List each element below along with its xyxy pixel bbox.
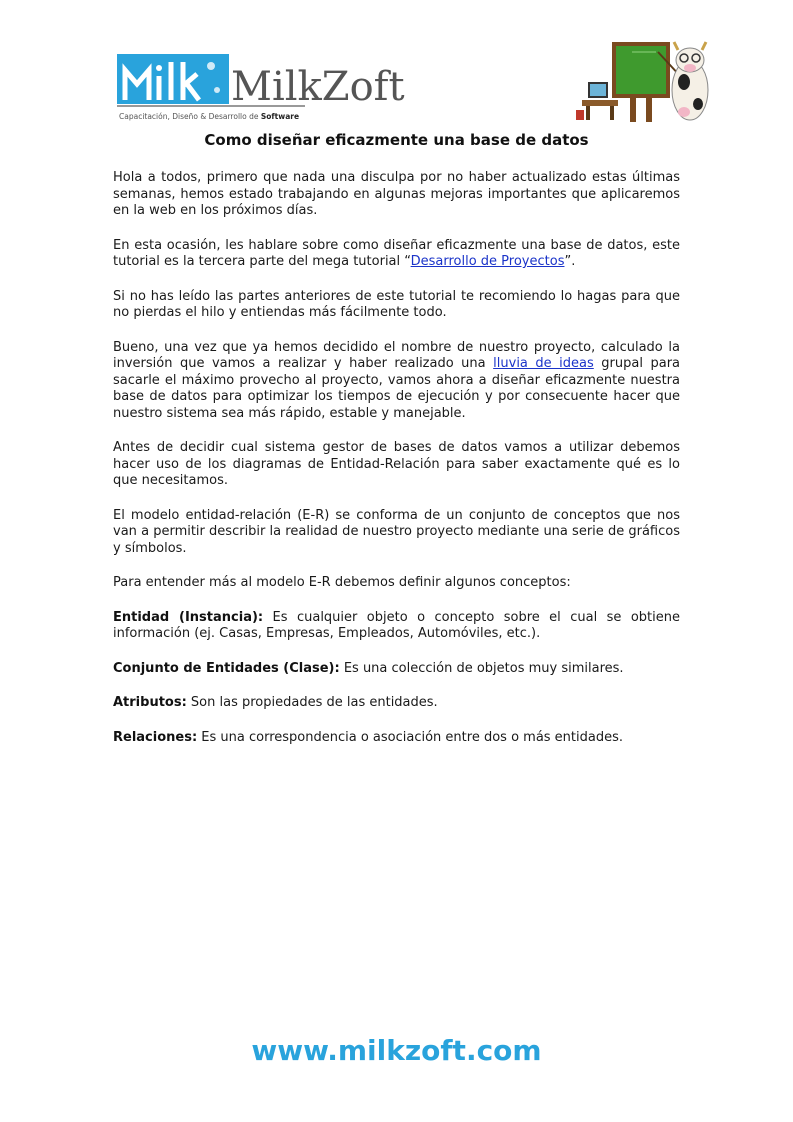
desarrollo-proyectos-link[interactable]: Desarrollo de Proyectos xyxy=(410,254,565,269)
page-title: Como diseñar eficazmente una base de datos xyxy=(204,131,589,149)
logo-tagline: Capacitación, Diseño & Desarrollo de Software xyxy=(119,112,300,121)
cow-teacher-illustration xyxy=(572,12,712,130)
definition-entidad: Entidad (Instancia): Es cualquier objeto o concepto sobre el cual se obtiene información (ej. Casas, Empresas, Empleados, Automóviles, etc.). xyxy=(113,609,680,641)
logo-wordmark: MilkZoft xyxy=(231,64,405,110)
lluvia-ideas-link[interactable]: lluvia de ideas xyxy=(493,356,594,371)
milkzoft-logo[interactable] xyxy=(115,50,405,122)
paragraph-2: En esta ocasión, les hablare sobre como diseñar eficazmente una base de datos, este tutorial es la tercera parte del mega tutorial “Desarrollo de Proyectos”. xyxy=(113,237,680,269)
paragraph-1: Hola a todos, primero que nada una disculpa por no haber actualizado estas últimas semanas, hemos estado trabajando en algunas mejoras importantes que aplicaremos en la web en los próximos días. xyxy=(113,170,680,218)
footer-url[interactable]: www.milkzoft.com xyxy=(251,1034,542,1067)
definition-relaciones: Relaciones: Es una correspondencia o asociación entre dos o más entidades. xyxy=(113,729,624,745)
paragraph-7: Para entender más al modelo E-R debemos definir algunos conceptos: xyxy=(113,575,571,590)
paragraph-6: El modelo entidad-relación (E-R) se conforma de un conjunto de conceptos que nos van a permitir describir la realidad de nuestro proyecto mediante una serie de gráficos y símbolos. xyxy=(113,507,680,556)
paragraph-5: Antes de decidir cual sistema gestor de bases de datos vamos a utilizar debemos hacer uso de los diagramas de Entidad-Relación para saber exactamente qué es lo que necesitamos. xyxy=(113,440,680,488)
paragraph-3: Si no has leído las partes anteriores de este tutorial te recomiendo lo hagas para que no pierdas el hilo y entiendas más fácilmente todo. xyxy=(113,288,680,320)
definition-atributos: Atributos: Son las propiedades de las entidades. xyxy=(113,695,438,710)
paragraph-4: Bueno, una vez que ya hemos decidido el nombre de nuestro proyecto, calculado la inversión que vamos a realizar y haber realizado una lluvia de ideas grupal para sacarle el máximo provecho al proyecto, vamos ahora a diseñar eficazmente nuestra base de datos para optimizar los tiempos de ejecución y por consecuente hacer que nuestro sistema sea más rápido, estable y manejable. xyxy=(113,339,681,421)
logo-graphic xyxy=(115,50,405,110)
article-body xyxy=(113,170,680,764)
definition-conjunto: Conjunto de Entidades (Clase): Es una colección de objetos muy similares. xyxy=(113,660,624,676)
